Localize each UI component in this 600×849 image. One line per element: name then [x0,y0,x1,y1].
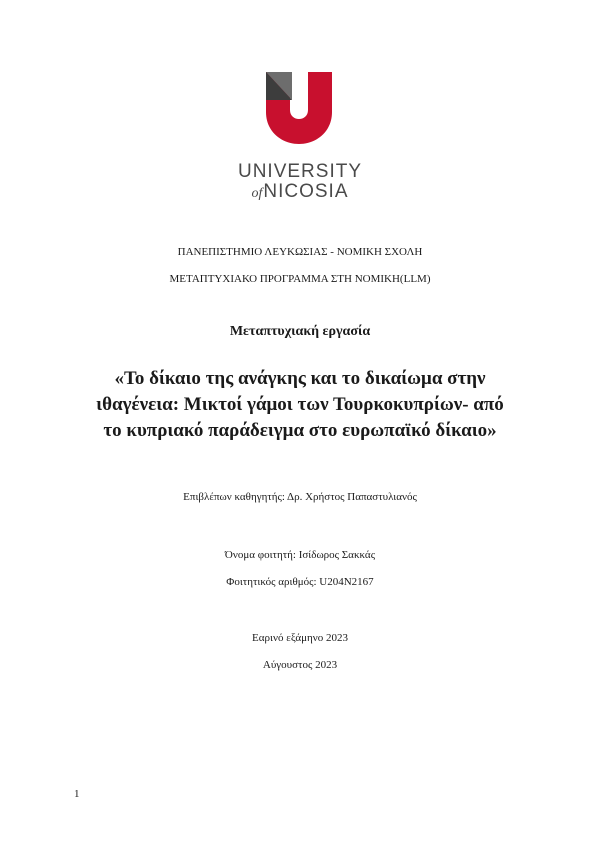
program-line: ΜΕΤΑΠΤΥΧΙΑΚΟ ΠΡΟΓΡΑΜΜΑ ΣΤΗ ΝΟΜΙΚΗ(LLM) [169,273,431,285]
thesis-title-line-1: «Το δίκαιο της ανάγκης και το δικαίωμα στην [114,368,486,389]
semester-line: Εαρινό εξάμηνο 2023 [252,632,348,644]
university-logo-text [232,162,368,204]
university-logo-icon [266,72,332,144]
logo-line-university: UNIVERSITY [237,161,363,182]
logo-nicosia: NICOSIA [263,181,349,202]
date-line: Αύγουστος 2023 [262,659,338,671]
supervisor-line: Επιβλέπων καθηγητής: Δρ. Χρήστος Παπαστυλιανός [183,491,417,503]
student-id-line: Φοιτητικός αριθμός: U204N2167 [226,576,374,588]
thesis-title-line-2: ιθαγένεια: Μικτοί γάμοι των Τουρκοκυπρίων- από [96,394,504,415]
university-school-line: ΠΑΝΕΠΙΣΤΗΜΙΟ ΛΕΥΚΩΣΙΑΣ - ΝΟΜΙΚΗ ΣΧΟΛΗ [177,246,423,258]
thesis-type: Μεταπτυχιακή εργασία [229,324,371,339]
logo-of: of [251,186,263,201]
logo-line-nicosia [232,182,368,204]
thesis-title-line-3: το κυπριακό παράδειγμα στο ευρωπαϊκό δίκαιο» [103,420,497,441]
student-name-line: Όνομα φοιτητή: Ισίδωρος Σακκάς [224,549,376,561]
page-number: 1 [74,788,80,800]
